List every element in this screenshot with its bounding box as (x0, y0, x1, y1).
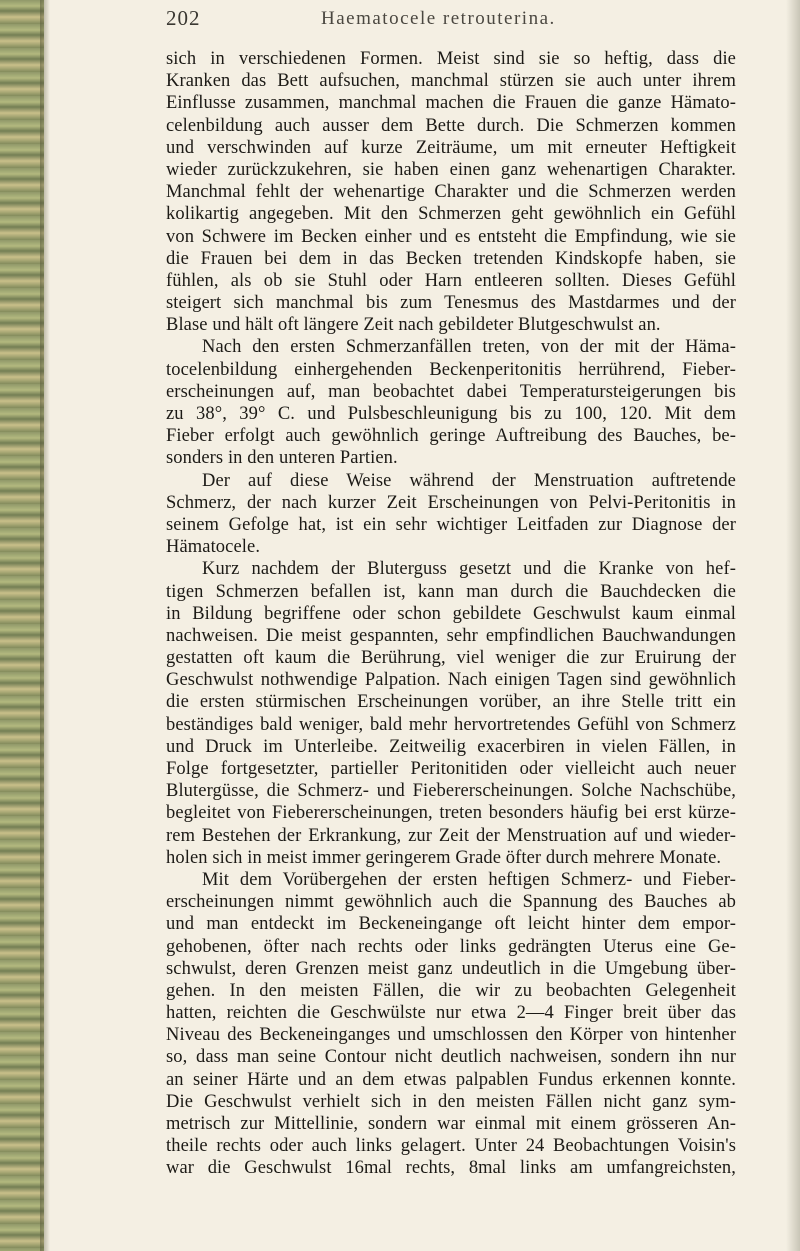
text-line: sich in verschiedenen Formen. Meist sind sie so heftig, dass die (166, 49, 736, 69)
text-line: die ersten stürmischen Erscheinungen vorüber, an ihre Stelle tritt ein (166, 692, 736, 713)
text-line: Folge fortgesetzter, partieller Peritonitiden oder vielleicht auch neuer (166, 759, 736, 779)
text-line: Nach den ersten Schmerzanfällen treten, von der mit der Häma- (202, 337, 736, 358)
page-number: 202 (166, 6, 201, 30)
text-line: begleitet von Fiebererscheinungen, treten besonders häufig bei erst kürze- (166, 803, 736, 824)
text-line: Niveau des Beckeneinganges und umschlossen den Körper von hintenher (166, 1025, 736, 1046)
text-line: Mit dem Vorübergehen der ersten heftigen Schmerz- und Fieber- (202, 869, 736, 890)
text-line: kolikartig angegeben. Mit den Schmerzen geht gewöhnlich ein Gefühl (166, 204, 736, 225)
text-line: erscheinungen nimmt gewöhnlich auch die Spannung des Bauches ab (166, 892, 736, 913)
text-line: tocelenbildung einhergehenden Beckenperitonitis herrührend, Fieber- (166, 359, 736, 380)
text-line: erscheinungen auf, man beobachtet dabei Temperatursteigerungen bis (166, 381, 736, 402)
text-line: celenbildung auch ausser dem Bette durch. Die Schmerzen kommen (166, 115, 736, 136)
text-line: Einflusse zusammen, manchmal machen die Frauen die ganze Hämato- (166, 93, 736, 114)
text-line: Schmerz, der nach kurzer Zeit Erscheinungen von Pelvi-Peritonitis in (166, 492, 736, 513)
text-line: nachweisen. Die meist gespannten, sehr empfindlichen Bauchwandungen (166, 625, 736, 646)
text-line: rem Bestehen der Erkrankung, zur Zeit der Menstruation auf und wieder- (166, 825, 736, 846)
text-line: die Frauen bei dem in das Becken tretenden Kindskopfe haben, sie (166, 248, 736, 269)
text-line: Hämatocele. (166, 537, 261, 558)
text-line: gehobenen, öfter nach rechts oder links gedrängten Uterus eine Ge- (166, 936, 736, 957)
text-line: gehen. In den meisten Fällen, die wir zu beobachten Gelegenheit (166, 980, 736, 1001)
text-line: seinem Gefolge hat, ist ein sehr wichtiger Leitfaden zur Diagnose der (166, 514, 736, 535)
text-line: Blutergüsse, die Schmerz- und Fiebererscheinungen. Solche Nachschübe, (166, 781, 736, 802)
text-line: an seiner Härte und an dem etwas palpablen Fundus erkennen konnte. (166, 1069, 736, 1090)
text-line: und man entdeckt im Beckeneingange oft leicht hinter dem empor- (166, 914, 736, 935)
text-line: zu 38°, 39° C. und Pulsbeschleunigung bis zu 100, 120. Mit dem (166, 404, 736, 424)
text-line: sonders in den unteren Partien. (166, 448, 398, 469)
text-line: theile rechts oder auch links gelagert. Unter 24 Beobachtungen Voisin's (166, 1136, 736, 1157)
text-line: in Bildung begriffene oder schon gebildete Geschwulst kaum einmal (166, 603, 736, 624)
text-line: tigen Schmerzen befallen ist, kann man durch die Bauchdecken die (166, 581, 736, 602)
running-title: Haematocele retrouterina. (321, 8, 556, 29)
text-line: Kranken das Bett aufsuchen, manchmal stürzen sie auch unter ihrem (166, 71, 736, 92)
text-line: so, dass man seine Contour nicht deutlich nachweisen, sondern ihn nur (166, 1047, 736, 1068)
text-line: fühlen, als ob sie Stuhl oder Harn entleeren sollten. Dieses Gefühl (166, 270, 736, 291)
text-line: Manchmal fehlt der wehenartige Charakter und die Schmerzen werden (166, 182, 736, 203)
text-line: und verschwinden auf kurze Zeiträume, um mit erneuter Heftigkeit (166, 137, 736, 158)
text-line: war die Geschwulst 16mal rechts, 8mal links am umfangreichsten, (166, 1158, 736, 1179)
text-line: Blase und hält oft längere Zeit nach gebildeter Blutgeschwulst an. (166, 315, 661, 336)
text-line: Geschwulst nothwendige Palpation. Nach einigen Tagen sind gewöhnlich (166, 670, 736, 691)
text-line: Der auf diese Weise während der Menstruation auftretende (202, 470, 736, 491)
page-edge-shadow (786, 0, 800, 1251)
text-line: Kurz nachdem der Bluterguss gesetzt und die Kranke von hef- (202, 559, 736, 580)
text-line: gestatten oft kaum die Berührung, viel weniger die zur Eruirung der (166, 648, 736, 669)
text-line: Fieber erfolgt auch gewöhnlich geringe Auftreibung des Bauches, be- (166, 426, 736, 447)
body-text (166, 48, 736, 1180)
text-line: wieder zurückzukehren, sie haben einen ganz wehenartigen Charakter. (166, 159, 736, 180)
text-line: von Schwere im Becken einher und es entsteht die Empfindung, wie sie (166, 226, 736, 247)
text-line: beständiges bald weniger, bald mehr hervortretendes Gefühl von Schmerz (166, 714, 736, 735)
book-binding-edge (0, 0, 44, 1251)
text-line: hatten, reichten die Geschwülste nur etwa 2—4 Finger breit über das (166, 1003, 736, 1024)
page-header (166, 6, 736, 36)
text-line: holen sich in meist immer geringerem Grade öfter durch mehrere Monate. (166, 847, 722, 868)
text-line: schwulst, deren Grenzen meist ganz undeutlich in die Umgebung über- (166, 958, 736, 979)
text-line: steigert sich manchmal bis zum Tenesmus des Mastdarmes und der (166, 293, 736, 314)
text-line: Die Geschwulst verhielt sich in den meisten Fällen nicht ganz sym- (166, 1091, 736, 1112)
text-line: metrisch zur Mittellinie, sondern war einmal mit einem grösseren An- (166, 1114, 736, 1134)
text-line: und Druck im Unterleibe. Zeitweilig exacerbiren in vielen Fällen, in (166, 736, 736, 757)
